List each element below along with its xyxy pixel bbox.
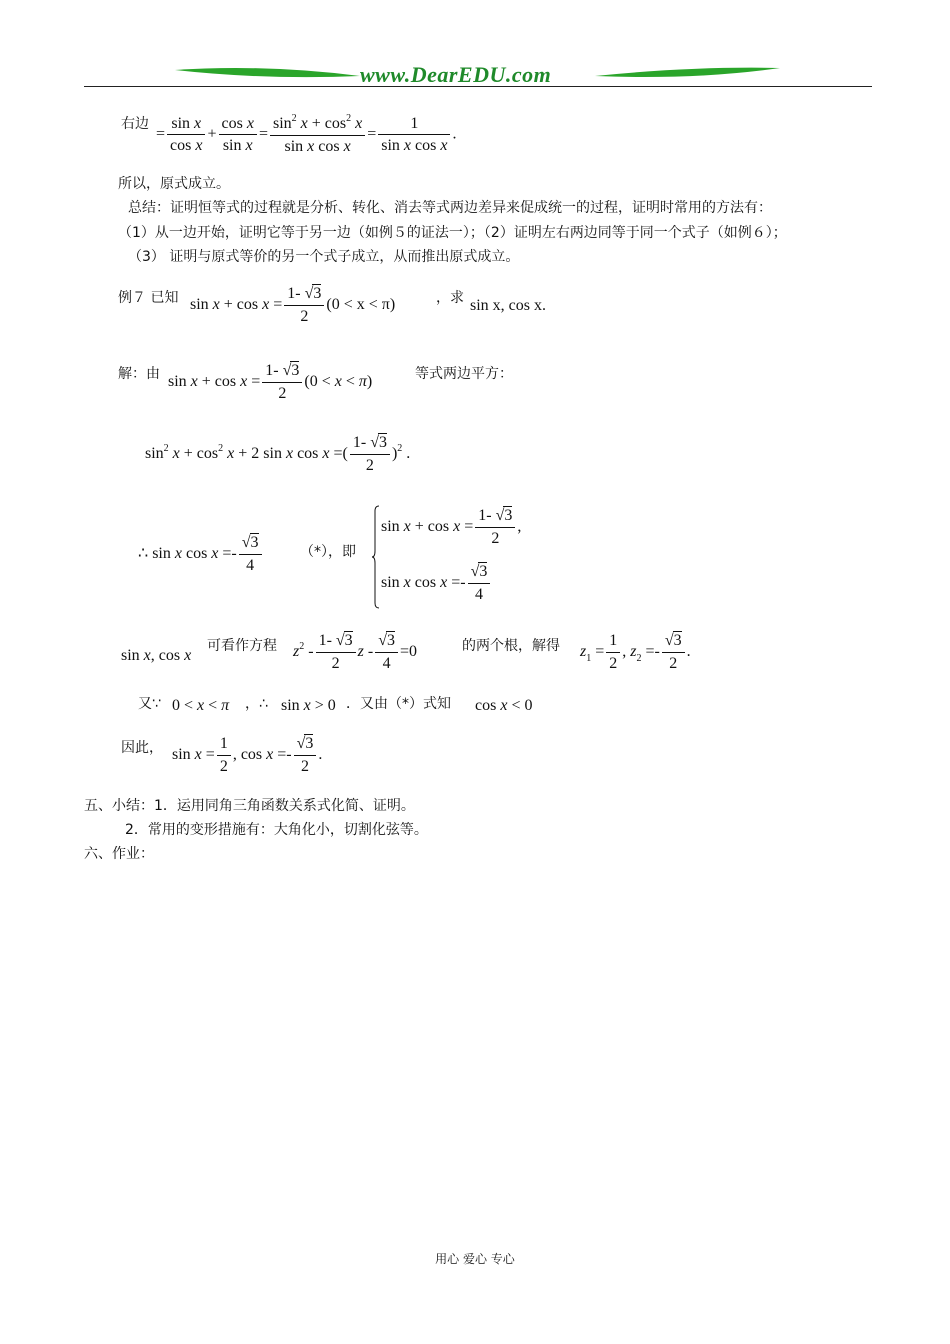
page-footer: 用心 爱心 专心 bbox=[435, 1252, 515, 1266]
conclusion-text: 所以，原式成立。 bbox=[118, 176, 230, 192]
system-equation-2: sin x cos x =- $\frac{√3}{4}$ bbox=[381, 561, 492, 605]
solution-intro-suffix: 等式两边平方： bbox=[415, 366, 513, 382]
summary-line-2: （1）从一边开始，证明它等于另一边（如例５的证法一）；（2）证明左右两边同等于同一个式子（如例６）； bbox=[118, 225, 787, 241]
roots-solution: $z_1$ = $\frac{1}{2}$ , $z_2$ =- $\frac{√3}{2}$ . bbox=[580, 632, 691, 672]
also-suffix: ．又由（*）式知 bbox=[346, 696, 451, 712]
example-7-ask-expr: sin x, cos x. bbox=[470, 297, 546, 314]
also-mid: ，∴ bbox=[245, 696, 268, 712]
roots-note-a: 可看作方程 bbox=[207, 638, 277, 654]
roots-note-b: 的两个根，解得 bbox=[462, 638, 560, 654]
section-6-title: 六、作业： bbox=[84, 846, 154, 862]
therefore-equation: ∴ sin x cos x =- $\frac{√3}{4}$ bbox=[138, 532, 264, 576]
system-brace-icon bbox=[372, 505, 380, 609]
also-sin-positive: sin x > 0 bbox=[281, 697, 336, 714]
solution-intro: 解：由 bbox=[118, 366, 160, 382]
header-divider bbox=[84, 86, 872, 87]
summary-line-1: 总结：证明恒等式的过程就是分析、转化、消去等式两边差异来促成统一的过程，证明时常用的方法有： bbox=[128, 200, 772, 216]
summary-line-3: （3） 证明与原式等价的另一个式子成立，从而推出原式成立。 bbox=[128, 249, 520, 265]
equation-right-side: = $\frac{\text{sin x}}{\text{cos x}}$ + $\frac{\text{cos x}}{\text{sin x}}$ = $\frac{\sin^2 x + \cos^2 x}{\text{sin x cos x}}$ = $\frac{1}{\text{sin x cos x}}$ . bbox=[156, 113, 457, 155]
section-5-item-2: 2．常用的变形措施有：大角化小，切割化弦等。 bbox=[125, 822, 428, 838]
squared-equation: $\sin^2 x + \cos^2 x + 2$ sin x cos x =( $\frac{1- √3}{2}$ )$^2$ . bbox=[145, 434, 411, 474]
also-prefix: 又∵ bbox=[138, 696, 161, 712]
solution-equation-1: sin x + cos x = $\frac{1- √3}{2}$ (0 < x < π) bbox=[168, 362, 373, 402]
roots-subject: sin x, cos x bbox=[121, 647, 192, 664]
therefore-symbol: ∴ bbox=[138, 544, 149, 562]
section-5-title: 五、小结：1．运用同角三角函数关系式化简、证明。 bbox=[84, 798, 415, 814]
also-cos-negative: cos x < 0 bbox=[475, 697, 533, 714]
star-note: （*），即 bbox=[300, 544, 356, 560]
also-range: 0 < x < π bbox=[172, 697, 230, 714]
right-side-label: 右边 bbox=[121, 116, 149, 132]
quadratic-equation: $z^2$ - $\frac{1- √3}{2}$ z - $\frac{√3}{4}$ =0 bbox=[293, 632, 418, 672]
example-7-ask: ，求 bbox=[436, 290, 464, 306]
site-logo-text: www.DearEDU.com bbox=[360, 62, 552, 87]
example-7-equation: sin x + cos x = $\frac{1- √3}{2}$ (0 < x < π) bbox=[190, 285, 396, 325]
hence-label: 因此， bbox=[121, 740, 163, 756]
system-equation-1: sin x + cos x = $\frac{1- √3}{2}$ , bbox=[381, 507, 522, 547]
example-7-condition: (0 < x < π) bbox=[326, 295, 396, 313]
final-answer: sin x = $\frac{1}{2}$ , cos x =- $\frac{√3}{2}$ . bbox=[172, 735, 323, 775]
example-7-label: 例７ 已知 bbox=[118, 290, 179, 306]
